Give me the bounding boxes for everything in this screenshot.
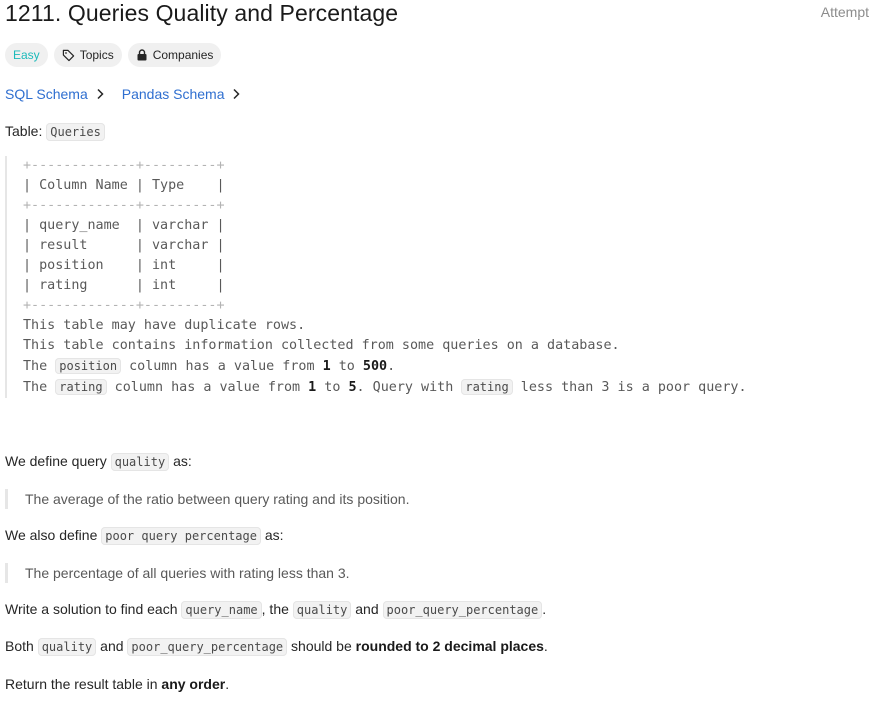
quality-code: quality (111, 453, 170, 471)
note4-to: 5 (348, 380, 357, 395)
note3-from: 1 (322, 359, 331, 374)
companies-label: Companies (152, 48, 214, 62)
poor-query-quote: The percentage of all queries with rating less than 3. (5, 563, 350, 583)
pandas-schema-label: Pandas Schema (121, 86, 225, 102)
task-prefix: Write a solution to find each (5, 601, 178, 617)
query-name-code: query_name (181, 601, 261, 619)
table-label: Table: (5, 123, 43, 139)
schema-note: This table may have duplicate rows. (23, 318, 306, 333)
note3-to: 500 (362, 359, 388, 374)
lock-icon (136, 49, 148, 61)
sql-schema-label: SQL Schema (5, 86, 88, 102)
schema-block (5, 156, 747, 398)
definition1-prefix: We define query (5, 453, 107, 469)
position-code: position (55, 358, 121, 374)
task-mid1: , the (261, 601, 289, 617)
note4-from: 1 (308, 380, 317, 395)
order-statement (5, 676, 229, 692)
order-end: . (225, 676, 230, 692)
schema-note: This table contains information collected from some queries on a database. (23, 338, 620, 353)
rating-code: rating (55, 379, 106, 395)
table-row: | query_name | varchar | (23, 218, 225, 233)
rounding-mid2: should be (291, 638, 352, 654)
attempt-label[interactable]: Attempt (820, 4, 869, 20)
pandas-schema-link[interactable] (122, 86, 241, 102)
table-row: | result | varchar | (23, 238, 225, 253)
table-border: +-------------+---------+ (23, 298, 225, 313)
order-prefix: Return the result table in (5, 676, 158, 692)
definition2-prefix: We also define (5, 527, 98, 543)
poor-query-percentage-code: poor query percentage (101, 527, 261, 545)
note3-end: . (387, 359, 396, 374)
table-row: | rating | int | (23, 278, 225, 293)
rounding-bold: rounded to 2 decimal places (355, 638, 544, 654)
tag-bar (5, 43, 221, 67)
chevron-right-icon (96, 88, 104, 100)
definition1-suffix: as: (173, 453, 192, 469)
table-border: +-------------+---------+ (23, 158, 225, 173)
definition2-suffix: as: (264, 527, 284, 543)
table-border: +-------------+---------+ (23, 198, 225, 213)
note3-prefix: The (23, 359, 48, 374)
note4-end: less than 3 is a poor query. (520, 380, 747, 395)
rounding-prefix: Both (5, 638, 34, 654)
quality-code: quality (38, 638, 97, 656)
table-intro (5, 123, 105, 139)
sql-schema-link[interactable] (5, 86, 104, 102)
topics-label: Topics (79, 48, 114, 62)
note4-mid2: . Query with (356, 380, 454, 395)
chevron-right-icon (232, 88, 240, 100)
tag-icon (62, 49, 75, 62)
companies-button[interactable] (128, 43, 222, 67)
note4-to-word: to (324, 380, 341, 395)
task-end: . (542, 601, 547, 617)
order-bold: any order (161, 676, 226, 692)
difficulty-label: Easy (13, 48, 40, 62)
table-header-row: | Column Name | Type | (23, 178, 225, 193)
definition-poor-query (5, 527, 284, 543)
task-statement (5, 601, 546, 617)
rating-code: rating (461, 379, 512, 395)
note3-mid: column has a value from (129, 359, 315, 374)
table-row: | position | int | (23, 258, 225, 273)
problem-title: 1211. Queries Quality and Percentage (5, 0, 399, 26)
definition-quality (5, 453, 192, 469)
note4-prefix: The (23, 380, 48, 395)
rounding-mid: and (100, 638, 124, 654)
difficulty-badge (5, 43, 48, 67)
schema-links (5, 86, 240, 102)
rounding-end: . (543, 638, 548, 654)
task-mid2: and (355, 601, 379, 617)
note4-mid: column has a value from (114, 380, 301, 395)
table-name-code: Queries (46, 123, 105, 141)
quality-quote: The average of the ratio between query rating and its position. (5, 489, 409, 509)
quality-code: quality (293, 601, 352, 619)
poor-query-percentage-code: poor_query_percentage (127, 638, 287, 656)
rounding-statement (5, 638, 548, 654)
note3-to-word: to (338, 359, 355, 374)
topics-button[interactable] (54, 43, 122, 67)
poor-query-percentage-code: poor_query_percentage (383, 601, 543, 619)
